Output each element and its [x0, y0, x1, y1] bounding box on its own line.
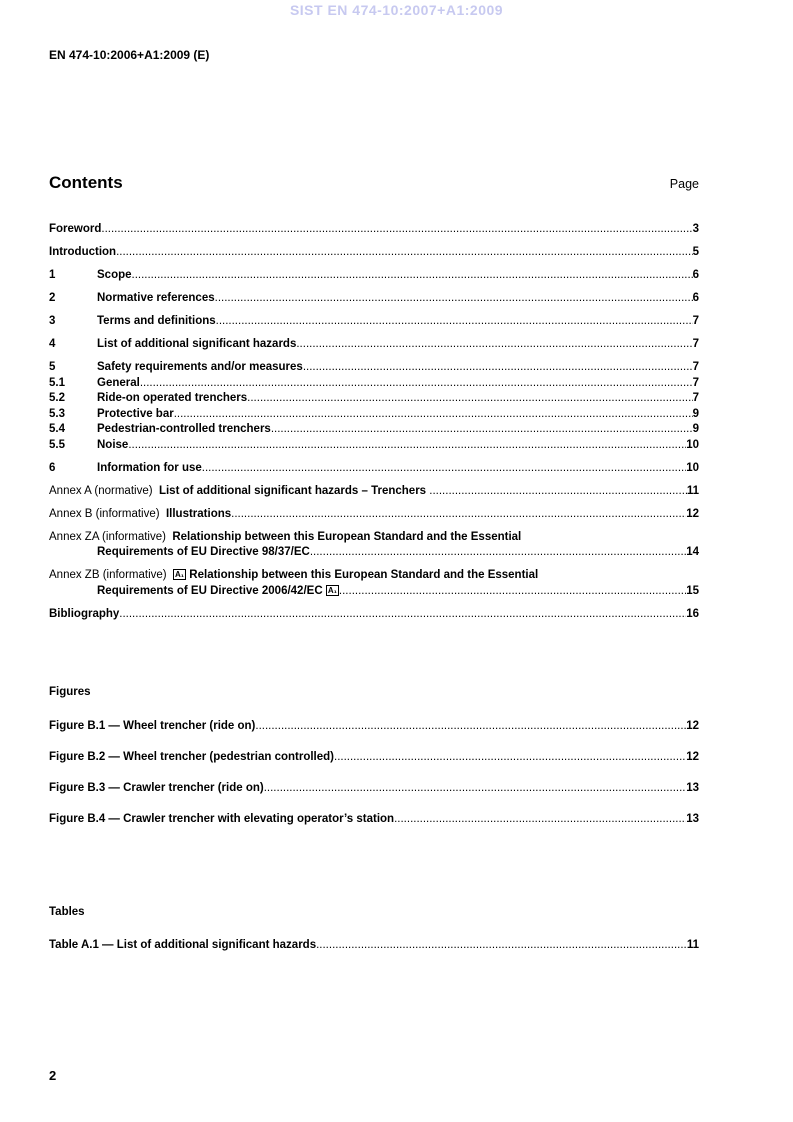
toc-entry-protective-bar[interactable]: [49, 407, 699, 423]
toc-entry-normative-references[interactable]: [49, 291, 699, 307]
figure-entry-page: 12: [686, 751, 699, 763]
toc-entry-page: 6: [692, 292, 699, 304]
annex-prefix: Annex B (informative): [49, 507, 160, 520]
tables-heading: Tables: [49, 906, 85, 918]
annex-title-continued: Requirements of EU Directive 98/37/EC: [97, 546, 310, 558]
toc-entry-number: 5.1: [49, 376, 65, 389]
toc-entry-number: 1: [49, 269, 56, 281]
toc-entry-page: 9: [692, 423, 699, 435]
toc-entry-page: 7: [692, 361, 699, 373]
amendment-end-marker: A₁: [327, 585, 337, 595]
table-entry-page: 11: [686, 939, 699, 951]
toc-entry-page: 12: [686, 507, 699, 520]
toc-entry-foreword[interactable]: [49, 222, 699, 238]
toc-entry-page: 7: [692, 376, 699, 389]
toc-entry-page: 11: [686, 484, 699, 497]
toc-entry-number: 5: [49, 361, 56, 373]
toc-entry-terms[interactable]: [49, 314, 699, 330]
figure-entry-label: Figure B.4 — Crawler trencher with elevating operator’s station: [49, 813, 395, 825]
toc-entry-number: 5.2: [49, 392, 65, 404]
toc-entry-pedestrian[interactable]: [49, 422, 699, 438]
figure-entry-page: 12: [686, 720, 699, 732]
toc-entry-label: Introduction: [49, 246, 117, 258]
annex-prefix: Annex A (normative): [49, 484, 153, 497]
toc-entry-page: 7: [692, 392, 699, 404]
toc-entry-page: 10: [686, 438, 699, 451]
toc-entry-label: Ride-on operated trenchers: [97, 392, 248, 404]
toc-entry-noise[interactable]: [49, 438, 699, 454]
document-identifier: EN 474-10:2006+A1:2009 (E): [49, 48, 210, 62]
toc-entry-annex-zb[interactable]: [49, 568, 699, 599]
figure-entry-page: 13: [686, 782, 699, 794]
toc-entry-page: 7: [692, 338, 699, 350]
toc-entry-number: 4: [49, 338, 56, 350]
figures-list: [49, 719, 699, 843]
annex-title: Relationship between this European Standard and the Essential: [172, 530, 522, 543]
figure-entry[interactable]: [49, 812, 699, 828]
contents-title: Contents: [49, 173, 123, 192]
toc-entry-label: Noise: [97, 438, 129, 451]
table-entry-label: Table A.1 — List of additional significant hazards: [49, 939, 317, 951]
watermark: SIST EN 474-10:2007+A1:2009: [289, 2, 504, 18]
figure-entry[interactable]: [49, 781, 699, 797]
toc-entry-annex-b[interactable]: [49, 507, 699, 523]
annex-title-continued: Requirements of EU Directive 2006/42/EC A₁: [97, 584, 337, 597]
toc-entry-page: 15: [686, 584, 699, 597]
toc-entry-number: 6: [49, 461, 56, 474]
toc-entry-label: Terms and definitions: [97, 315, 216, 327]
toc-entry-general[interactable]: [49, 376, 699, 392]
amendment-start-marker: A₁: [175, 570, 185, 579]
tables-list: [49, 938, 699, 969]
toc-entry-label: Information for use: [97, 461, 202, 474]
toc-entry-label: General: [97, 376, 140, 389]
toc-entry-bibliography[interactable]: [49, 607, 699, 623]
toc-entry-ride-on[interactable]: [49, 391, 699, 407]
toc-entry-number: 3: [49, 315, 56, 327]
toc-entry-page: 7: [692, 315, 699, 327]
toc-entry-information-for-use[interactable]: [49, 461, 699, 477]
table-of-contents: [49, 222, 699, 622]
figures-heading: Figures: [49, 686, 91, 698]
toc-entry-number: 5.5: [49, 438, 65, 451]
figure-entry-page: 13: [686, 813, 699, 825]
toc-entry-label: Foreword: [49, 223, 102, 235]
annex-title: Illustrations: [165, 507, 232, 520]
toc-entry-label: Pedestrian-controlled trenchers: [97, 423, 271, 435]
page-column-label: Page: [669, 177, 699, 191]
toc-entry-label: Safety requirements and/or measures: [97, 361, 303, 373]
toc-entry-page: 10: [686, 461, 699, 474]
toc-entry-label: Bibliography: [49, 607, 120, 620]
toc-entry-number: 2: [49, 292, 56, 304]
toc-entry-annex-a[interactable]: [49, 484, 699, 500]
toc-entry-hazards[interactable]: [49, 337, 699, 353]
toc-entry-introduction[interactable]: [49, 245, 699, 261]
toc-entry-scope[interactable]: [49, 268, 699, 284]
page-number: 2: [49, 1068, 57, 1083]
figure-entry-label: Figure B.3 — Crawler trencher (ride on): [49, 782, 264, 794]
figure-entry-label: Figure B.1 — Wheel trencher (ride on): [49, 720, 256, 732]
toc-entry-number: 5.4: [49, 423, 65, 435]
toc-entry-page: 3: [692, 223, 699, 235]
annex-prefix: Annex ZA (informative): [49, 530, 166, 543]
toc-entry-page: 6: [692, 269, 699, 281]
toc-entry-safety-requirements[interactable]: [49, 360, 699, 376]
toc-entry-label: List of additional significant hazards: [97, 338, 297, 350]
table-entry[interactable]: [49, 938, 699, 954]
toc-entry-label: [49, 484, 429, 500]
toc-entry-number: 5.3: [49, 407, 65, 420]
toc-entry-label: Protective bar: [97, 407, 174, 420]
toc-entry-annex-za[interactable]: [49, 530, 699, 561]
toc-entry-page: 14: [686, 546, 699, 558]
toc-entry-label: Normative references: [97, 292, 215, 304]
figure-entry[interactable]: [49, 750, 699, 766]
toc-entry-label: Scope: [97, 269, 132, 281]
toc-entry-page: 5: [692, 246, 699, 258]
annex-prefix: Annex ZB (informative): [49, 569, 167, 581]
toc-entry-label: [49, 507, 231, 523]
figure-entry-label: Figure B.2 — Wheel trencher (pedestrian controlled): [49, 751, 334, 763]
annex-title: List of additional significant hazards – Trenchers: [158, 484, 427, 497]
figure-entry[interactable]: [49, 719, 699, 735]
annex-title: Relationship between this European Standard and the Essential: [189, 569, 539, 581]
toc-entry-page: 9: [692, 407, 699, 420]
toc-entry-page: 16: [686, 607, 699, 620]
